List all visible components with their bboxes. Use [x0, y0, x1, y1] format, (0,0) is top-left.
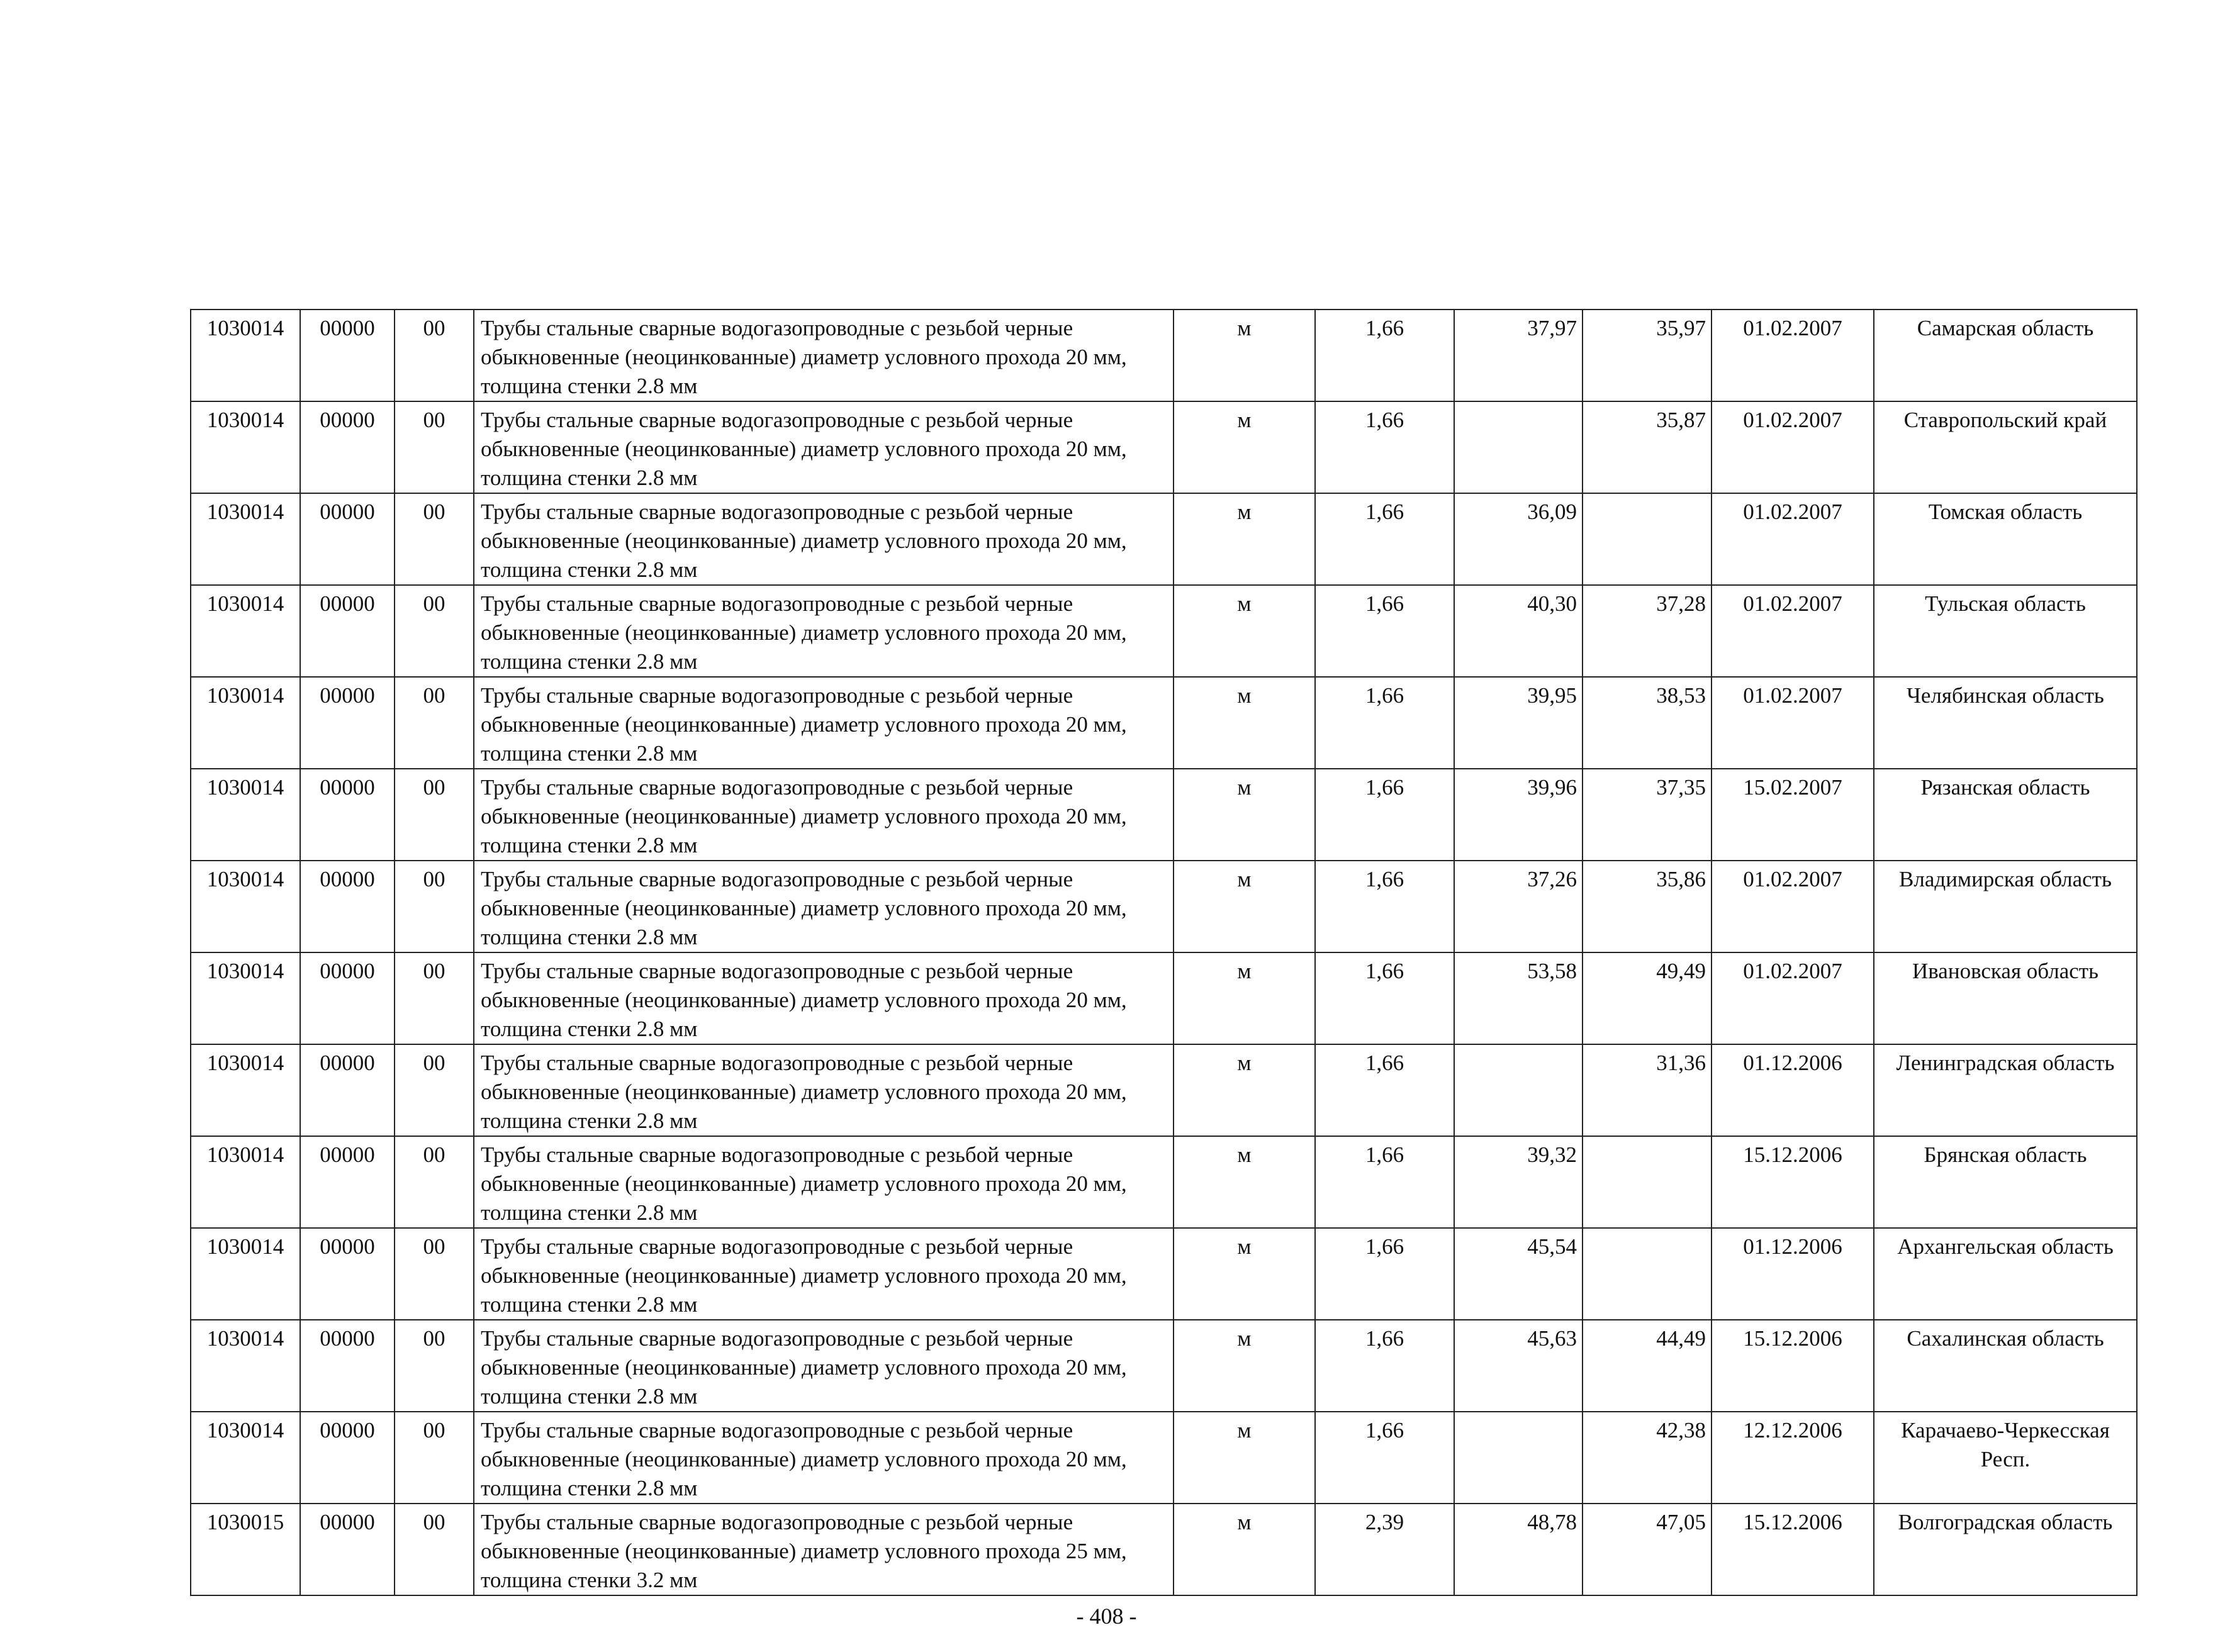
cell-unit: м: [1174, 1228, 1315, 1320]
table-row: [191, 769, 2137, 861]
cell-code: 1030014: [191, 493, 300, 585]
cell-price-2: 35,97: [1583, 310, 1712, 401]
cell-subcode: 00000: [300, 585, 395, 677]
cell-description: Трубы стальные сварные водогазопроводные с резьбой черные обыкновенные (неоцинкованные) диаметр условного прохода 20 мм, толщина стенки 2.8 мм: [474, 677, 1174, 769]
cell-date: 01.02.2007: [1712, 310, 1874, 401]
table-body: [191, 310, 2137, 1595]
cell-code: 1030014: [191, 861, 300, 952]
cell-region: Рязанская область: [1874, 769, 2137, 861]
table-row: [191, 1044, 2137, 1136]
table-row: [191, 861, 2137, 952]
cell-variant: 00: [395, 769, 474, 861]
cell-subcode: 00000: [300, 1136, 395, 1228]
cell-region: Челябинская область: [1874, 677, 2137, 769]
page-number: - 408 -: [1076, 1604, 1137, 1629]
cell-description: Трубы стальные сварные водогазопроводные с резьбой черные обыкновенные (неоцинкованные) диаметр условного прохода 20 мм, толщина стенки 2.8 мм: [474, 769, 1174, 861]
table-row: [191, 585, 2137, 677]
cell-coefficient: 1,66: [1315, 952, 1454, 1044]
cell-description: Трубы стальные сварные водогазопроводные с резьбой черные обыкновенные (неоцинкованные) диаметр условного прохода 20 мм, толщина стенки 2.8 мм: [474, 861, 1174, 952]
cell-date: 01.12.2006: [1712, 1044, 1874, 1136]
cell-description: Трубы стальные сварные водогазопроводные с резьбой черные обыкновенные (неоцинкованные) диаметр условного прохода 20 мм, толщина стенки 2.8 мм: [474, 585, 1174, 677]
cell-description: Трубы стальные сварные водогазопроводные с резьбой черные обыкновенные (неоцинкованные) диаметр условного прохода 20 мм, толщина стенки 2.8 мм: [474, 1136, 1174, 1228]
cell-date: 01.02.2007: [1712, 952, 1874, 1044]
cell-subcode: 00000: [300, 401, 395, 493]
cell-subcode: 00000: [300, 1044, 395, 1136]
cell-description: Трубы стальные сварные водогазопроводные с резьбой черные обыкновенные (неоцинкованные) диаметр условного прохода 20 мм, толщина стенки 2.8 мм: [474, 1044, 1174, 1136]
cell-date: 01.12.2006: [1712, 1228, 1874, 1320]
cell-code: 1030014: [191, 1412, 300, 1504]
cell-unit: м: [1174, 1136, 1315, 1228]
cell-description: Трубы стальные сварные водогазопроводные с резьбой черные обыкновенные (неоцинкованные) диаметр условного прохода 20 мм, толщина стенки 2.8 мм: [474, 401, 1174, 493]
cell-region: Волгоградская область: [1874, 1504, 2137, 1595]
cell-price-1: 45,63: [1454, 1320, 1583, 1412]
cell-region: Карачаево-Черкесская Респ.: [1874, 1412, 2137, 1504]
cell-subcode: 00000: [300, 769, 395, 861]
cell-coefficient: 1,66: [1315, 1228, 1454, 1320]
cell-variant: 00: [395, 861, 474, 952]
cell-subcode: 00000: [300, 1412, 395, 1504]
cell-coefficient: 1,66: [1315, 677, 1454, 769]
cell-coefficient: 1,66: [1315, 401, 1454, 493]
cell-date: 01.02.2007: [1712, 861, 1874, 952]
cell-price-2: 35,86: [1583, 861, 1712, 952]
cell-code: 1030014: [191, 1136, 300, 1228]
cell-price-2: 37,35: [1583, 769, 1712, 861]
cell-code: 1030014: [191, 1228, 300, 1320]
cell-date: 15.12.2006: [1712, 1136, 1874, 1228]
cell-coefficient: 1,66: [1315, 310, 1454, 401]
cell-price-2: 42,38: [1583, 1412, 1712, 1504]
cell-date: 15.12.2006: [1712, 1504, 1874, 1595]
cell-variant: 00: [395, 1412, 474, 1504]
cell-variant: 00: [395, 677, 474, 769]
cell-price-2: 44,49: [1583, 1320, 1712, 1412]
cell-code: 1030014: [191, 585, 300, 677]
cell-code: 1030015: [191, 1504, 300, 1595]
cell-coefficient: 1,66: [1315, 861, 1454, 952]
cell-price-2: [1583, 493, 1712, 585]
cell-coefficient: 1,66: [1315, 585, 1454, 677]
cell-region: Ивановская область: [1874, 952, 2137, 1044]
cell-price-1: 40,30: [1454, 585, 1583, 677]
cell-unit: м: [1174, 1044, 1315, 1136]
cell-price-1: [1454, 401, 1583, 493]
cell-price-2: [1583, 1136, 1712, 1228]
table-row: [191, 310, 2137, 401]
cell-region: Брянская область: [1874, 1136, 2137, 1228]
cell-variant: 00: [395, 1044, 474, 1136]
cell-region: Сахалинская область: [1874, 1320, 2137, 1412]
cell-date: 01.02.2007: [1712, 493, 1874, 585]
price-table: [190, 309, 2137, 1596]
cell-code: 1030014: [191, 677, 300, 769]
cell-coefficient: 1,66: [1315, 1412, 1454, 1504]
cell-variant: 00: [395, 493, 474, 585]
cell-coefficient: 1,66: [1315, 769, 1454, 861]
cell-price-1: [1454, 1412, 1583, 1504]
cell-date: 15.02.2007: [1712, 769, 1874, 861]
cell-unit: м: [1174, 493, 1315, 585]
cell-coefficient: 1,66: [1315, 1320, 1454, 1412]
cell-price-1: 39,96: [1454, 769, 1583, 861]
cell-code: 1030014: [191, 310, 300, 401]
table-row: [191, 493, 2137, 585]
cell-variant: 00: [395, 1320, 474, 1412]
cell-price-1: 39,95: [1454, 677, 1583, 769]
cell-unit: м: [1174, 677, 1315, 769]
cell-unit: м: [1174, 861, 1315, 952]
cell-unit: м: [1174, 1412, 1315, 1504]
cell-variant: 00: [395, 1504, 474, 1595]
cell-date: 15.12.2006: [1712, 1320, 1874, 1412]
table-row: [191, 1228, 2137, 1320]
cell-code: 1030014: [191, 1044, 300, 1136]
cell-code: 1030014: [191, 401, 300, 493]
cell-price-1: 36,09: [1454, 493, 1583, 585]
cell-region: Самарская область: [1874, 310, 2137, 401]
cell-description: Трубы стальные сварные водогазопроводные с резьбой черные обыкновенные (неоцинкованные) диаметр условного прохода 25 мм, толщина стенки 3.2 мм: [474, 1504, 1174, 1595]
cell-price-2: 37,28: [1583, 585, 1712, 677]
cell-price-2: [1583, 1228, 1712, 1320]
table-row: [191, 1504, 2137, 1595]
cell-variant: 00: [395, 585, 474, 677]
cell-coefficient: 1,66: [1315, 493, 1454, 585]
cell-region: Томская область: [1874, 493, 2137, 585]
cell-date: 12.12.2006: [1712, 1412, 1874, 1504]
cell-subcode: 00000: [300, 1504, 395, 1595]
cell-variant: 00: [395, 1136, 474, 1228]
cell-unit: м: [1174, 1320, 1315, 1412]
cell-subcode: 00000: [300, 861, 395, 952]
cell-variant: 00: [395, 401, 474, 493]
cell-variant: 00: [395, 310, 474, 401]
cell-description: Трубы стальные сварные водогазопроводные с резьбой черные обыкновенные (неоцинкованные) диаметр условного прохода 20 мм, толщина стенки 2.8 мм: [474, 1320, 1174, 1412]
cell-price-2: 38,53: [1583, 677, 1712, 769]
cell-price-2: 49,49: [1583, 952, 1712, 1044]
cell-unit: м: [1174, 769, 1315, 861]
cell-coefficient: 1,66: [1315, 1044, 1454, 1136]
cell-description: Трубы стальные сварные водогазопроводные с резьбой черные обыкновенные (неоцинкованные) диаметр условного прохода 20 мм, толщина стенки 2.8 мм: [474, 493, 1174, 585]
cell-price-1: 39,32: [1454, 1136, 1583, 1228]
cell-code: 1030014: [191, 1320, 300, 1412]
cell-region: Владимирская область: [1874, 861, 2137, 952]
cell-price-1: 37,97: [1454, 310, 1583, 401]
table-row: [191, 401, 2137, 493]
cell-region: Тульская область: [1874, 585, 2137, 677]
table-row: [191, 1136, 2137, 1228]
cell-coefficient: 1,66: [1315, 1136, 1454, 1228]
cell-variant: 00: [395, 952, 474, 1044]
cell-region: Ленинградская область: [1874, 1044, 2137, 1136]
table-row: [191, 1412, 2137, 1504]
cell-subcode: 00000: [300, 1320, 395, 1412]
cell-price-2: 35,87: [1583, 401, 1712, 493]
cell-code: 1030014: [191, 952, 300, 1044]
cell-subcode: 00000: [300, 677, 395, 769]
table-row: [191, 1320, 2137, 1412]
cell-date: 01.02.2007: [1712, 677, 1874, 769]
cell-unit: м: [1174, 1504, 1315, 1595]
cell-code: 1030014: [191, 769, 300, 861]
cell-unit: м: [1174, 952, 1315, 1044]
cell-price-1: 37,26: [1454, 861, 1583, 952]
cell-coefficient: 2,39: [1315, 1504, 1454, 1595]
cell-price-2: 31,36: [1583, 1044, 1712, 1136]
cell-variant: 00: [395, 1228, 474, 1320]
cell-description: Трубы стальные сварные водогазопроводные с резьбой черные обыкновенные (неоцинкованные) диаметр условного прохода 20 мм, толщина стенки 2.8 мм: [474, 1228, 1174, 1320]
cell-subcode: 00000: [300, 310, 395, 401]
cell-price-1: 53,58: [1454, 952, 1583, 1044]
cell-unit: м: [1174, 401, 1315, 493]
cell-unit: м: [1174, 585, 1315, 677]
cell-region: Ставропольский край: [1874, 401, 2137, 493]
cell-price-1: [1454, 1044, 1583, 1136]
cell-subcode: 00000: [300, 493, 395, 585]
cell-unit: м: [1174, 310, 1315, 401]
cell-date: 01.02.2007: [1712, 401, 1874, 493]
table-row: [191, 677, 2137, 769]
cell-description: Трубы стальные сварные водогазопроводные с резьбой черные обыкновенные (неоцинкованные) диаметр условного прохода 20 мм, толщина стенки 2.8 мм: [474, 310, 1174, 401]
cell-price-1: 48,78: [1454, 1504, 1583, 1595]
cell-description: Трубы стальные сварные водогазопроводные с резьбой черные обыкновенные (неоцинкованные) диаметр условного прохода 20 мм, толщина стенки 2.8 мм: [474, 952, 1174, 1044]
cell-subcode: 00000: [300, 952, 395, 1044]
cell-date: 01.02.2007: [1712, 585, 1874, 677]
cell-price-2: 47,05: [1583, 1504, 1712, 1595]
cell-description: Трубы стальные сварные водогазопроводные с резьбой черные обыкновенные (неоцинкованные) диаметр условного прохода 20 мм, толщина стенки 2.8 мм: [474, 1412, 1174, 1504]
table-row: [191, 952, 2137, 1044]
cell-subcode: 00000: [300, 1228, 395, 1320]
cell-price-1: 45,54: [1454, 1228, 1583, 1320]
cell-region: Архангельская область: [1874, 1228, 2137, 1320]
